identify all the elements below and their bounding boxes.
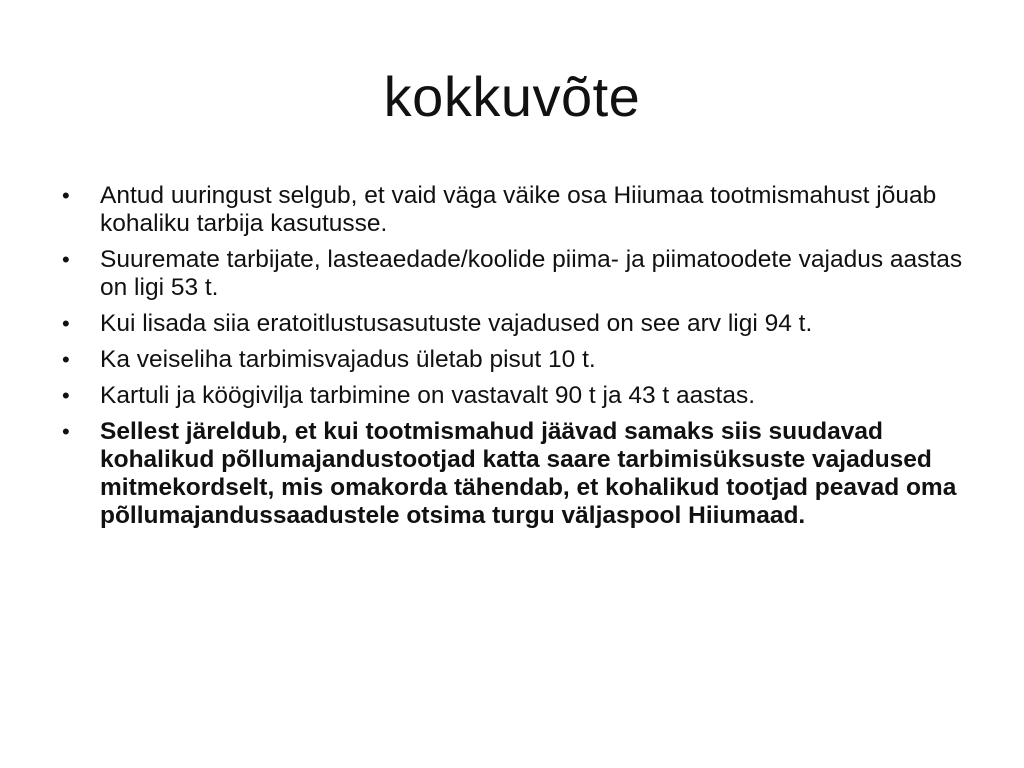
bullet-item-1 [62, 182, 972, 238]
bullet-item-3 [62, 310, 972, 338]
bullet-dot-icon: • [62, 183, 70, 208]
bullet-text: Suuremate tarbijate, lasteaedade/koolide piima- ja piimatoodete vajadus aastas on ligi 53 t. [100, 246, 963, 301]
slide-title: kokkuvõte [383, 65, 641, 128]
bullet-dot-icon: • [62, 311, 70, 336]
bullet-item-5 [62, 382, 972, 410]
bullet-text: Kui lisada siia eratoitlustusasutuste vajadused on see arv ligi 94 t. [100, 310, 813, 337]
bullet-item-4 [62, 346, 972, 374]
bullet-dot-icon: • [62, 347, 70, 372]
bullet-dot-icon: • [62, 247, 70, 272]
bullet-text-conclusion: Sellest järeldub, et kui tootmismahud jäävad samaks siis suudavad kohalikud põllumajandustootjad katta saare tarbimisüksuste vajadused mitmekordselt, mis omakorda tähendab, et kohalikud tootjad peavad oma põllumajandussaadustele otsima turgu väljaspool Hiiumaad. [100, 418, 957, 529]
bullet-dot-icon: • [62, 383, 70, 408]
bullet-text: Antud uuringust selgub, et vaid väga väike osa Hiiumaa tootmismahust jõuab kohaliku tarbija kasutusse. [100, 182, 937, 237]
bullet-text: Ka veiseliha tarbimisvajadus ületab pisut 10 t. [100, 346, 596, 373]
bullet-item-2 [62, 246, 972, 302]
bullet-dot-icon: • [62, 419, 70, 444]
bullet-text: Kartuli ja köögivilja tarbimine on vastavalt 90 t ja 43 t aastas. [100, 382, 756, 409]
bullet-item-6 [62, 418, 972, 530]
bullet-list [62, 182, 972, 538]
